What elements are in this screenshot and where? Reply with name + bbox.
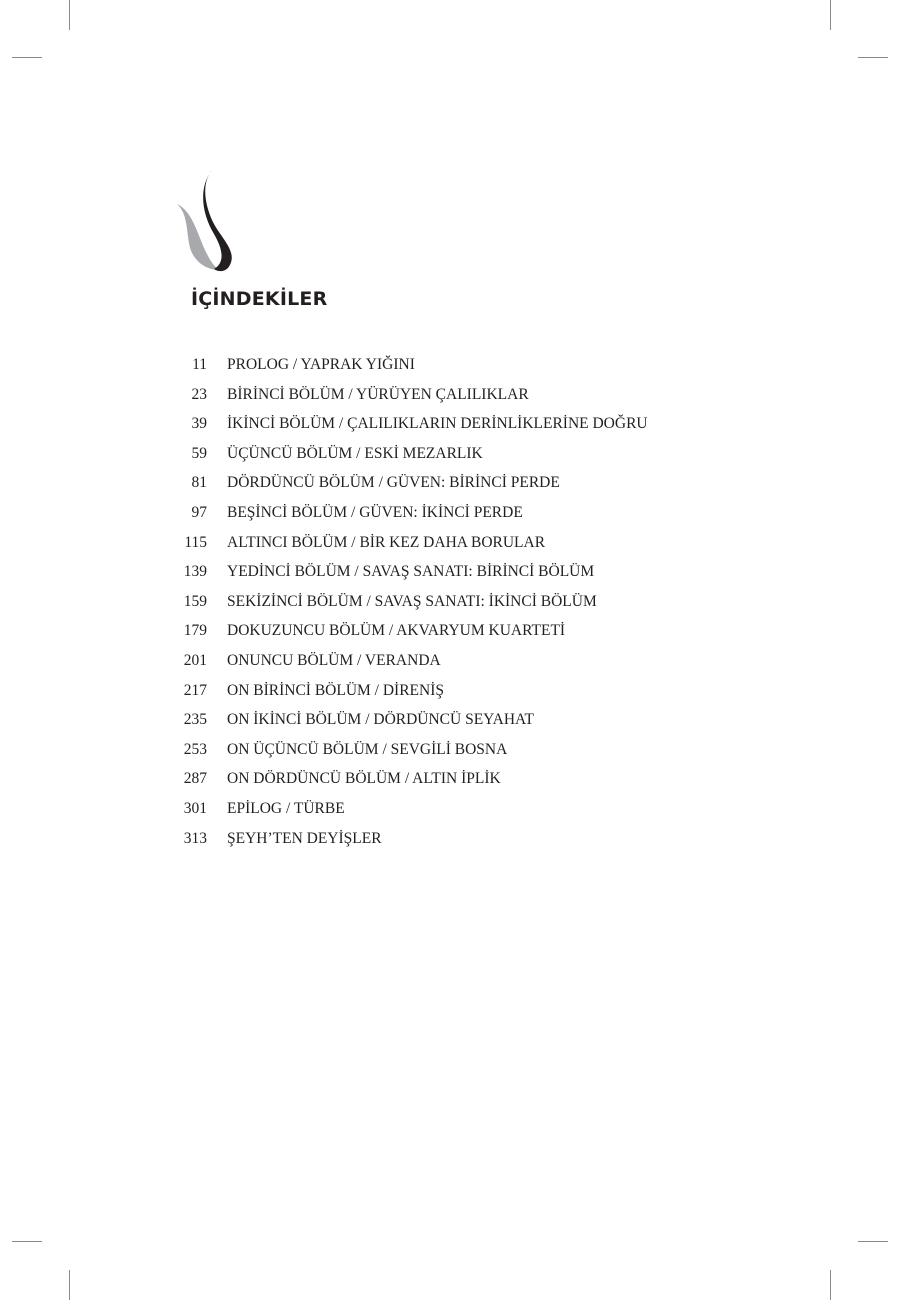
toc-entry bbox=[170, 830, 648, 860]
crop-mark-top-right-horizontal bbox=[858, 57, 888, 58]
crop-mark-bottom-left-horizontal bbox=[12, 1241, 42, 1242]
toc-entry bbox=[170, 770, 648, 800]
toc-entry bbox=[170, 711, 648, 741]
toc-page-number: 179 bbox=[183, 622, 207, 640]
tulip-ornament-icon bbox=[172, 168, 242, 272]
toc-entry bbox=[170, 563, 648, 593]
toc-page-number: 217 bbox=[183, 681, 207, 699]
toc-entry bbox=[170, 356, 648, 386]
toc-page-number: 313 bbox=[183, 829, 207, 847]
toc-page-number: 139 bbox=[183, 563, 207, 581]
toc-chapter-title: ÜÇÜNCÜ BÖLÜM / ESKİ MEZARLIK bbox=[227, 444, 483, 462]
toc-entry bbox=[170, 622, 648, 652]
toc-page-number: 201 bbox=[183, 651, 207, 669]
toc-chapter-title: ON BİRİNCİ BÖLÜM / DİRENİŞ bbox=[227, 681, 444, 699]
toc-entry bbox=[170, 800, 648, 830]
crop-mark-bottom-left-vertical bbox=[69, 1270, 70, 1300]
toc-entry bbox=[170, 741, 648, 771]
crop-mark-top-left-horizontal bbox=[12, 57, 42, 58]
toc-chapter-title: ON DÖRDÜNCÜ BÖLÜM / ALTIN İPLİK bbox=[227, 770, 501, 788]
toc-page-number: 39 bbox=[191, 415, 207, 433]
toc-entry bbox=[170, 386, 648, 416]
toc-chapter-title: ON İKİNCİ BÖLÜM / DÖRDÜNCÜ SEYAHAT bbox=[227, 711, 534, 729]
toc-chapter-title: BİRİNCİ BÖLÜM / YÜRÜYEN ÇALILIKLAR bbox=[227, 385, 529, 403]
toc-page-number: 301 bbox=[183, 799, 207, 817]
toc-chapter-title: ŞEYH’TEN DEYİŞLER bbox=[227, 829, 382, 847]
toc-page-number: 159 bbox=[183, 592, 207, 610]
toc-chapter-title: EPİLOG / TÜRBE bbox=[227, 799, 345, 817]
toc-page-number: 59 bbox=[191, 444, 207, 462]
toc-entry bbox=[170, 593, 648, 623]
toc-entry bbox=[170, 534, 648, 564]
toc-page-number: 97 bbox=[191, 503, 207, 521]
toc-chapter-title: ON ÜÇÜNCÜ BÖLÜM / SEVGİLİ BOSNA bbox=[227, 740, 508, 758]
toc-page-number: 115 bbox=[184, 533, 207, 551]
crop-mark-top-left-vertical bbox=[69, 0, 70, 30]
toc-entry bbox=[170, 474, 648, 504]
toc-entry bbox=[170, 682, 648, 712]
toc-chapter-title: İKİNCİ BÖLÜM / ÇALILIKLARIN DERİNLİKLERİNE DOĞRU bbox=[227, 415, 648, 433]
toc-chapter-title: DOKUZUNCU BÖLÜM / AKVARYUM KUARTETİ bbox=[227, 622, 566, 640]
crop-mark-bottom-right-horizontal bbox=[858, 1241, 888, 1242]
toc-chapter-title: BEŞİNCİ BÖLÜM / GÜVEN: İKİNCİ PERDE bbox=[227, 503, 523, 521]
toc-chapter-title: DÖRDÜNCÜ BÖLÜM / GÜVEN: BİRİNCİ PERDE bbox=[227, 474, 560, 492]
toc-chapter-title: ALTINCI BÖLÜM / BİR KEZ DAHA BORULAR bbox=[227, 533, 546, 551]
toc-entry bbox=[170, 504, 648, 534]
toc-page-number: 253 bbox=[183, 740, 207, 758]
toc-page-number: 81 bbox=[191, 474, 207, 492]
toc-page-number: 235 bbox=[183, 711, 207, 729]
toc-chapter-title: PROLOG / YAPRAK YIĞINI bbox=[227, 356, 415, 373]
toc-chapter-title: SEKİZİNCİ BÖLÜM / SAVAŞ SANATI: İKİNCİ BÖLÜM bbox=[227, 592, 597, 610]
crop-mark-top-right-vertical bbox=[830, 0, 831, 30]
toc-list bbox=[170, 356, 648, 859]
toc-entry bbox=[170, 652, 648, 682]
toc-page-number: 23 bbox=[191, 385, 207, 403]
toc-page-number: 11 bbox=[192, 356, 207, 373]
toc-title: İÇİNDEKİLER bbox=[191, 288, 328, 310]
crop-mark-bottom-right-vertical bbox=[830, 1270, 831, 1300]
toc-chapter-title: YEDİNCİ BÖLÜM / SAVAŞ SANATI: BİRİNCİ BÖLÜM bbox=[227, 563, 595, 581]
toc-page-number: 287 bbox=[183, 770, 207, 788]
toc-entry bbox=[170, 415, 648, 445]
toc-chapter-title: ONUNCU BÖLÜM / VERANDA bbox=[227, 651, 441, 669]
toc-entry bbox=[170, 445, 648, 475]
